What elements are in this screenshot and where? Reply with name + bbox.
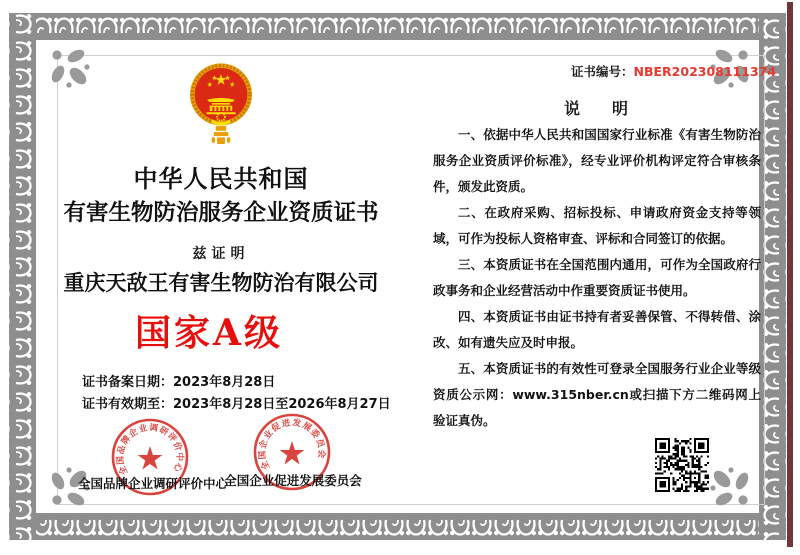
instruction-paragraph: 三、本资质证书在全国范围内通用，可作为全国政府行政事务和企业经营活动中作重要资质证书使用。: [433, 257, 761, 298]
seal-org-name: 全国企业促进发展委员会: [224, 473, 362, 488]
instruction-paragraph: 二、在政府采购、招标投标、申请政府资金支持等领域，可作为投标人资格审查、评标和合同签订的依据。: [433, 205, 761, 246]
instructions-heading: 说 明: [563, 99, 628, 118]
certificate-title: 有害生物防治服务企业资质证书: [63, 200, 379, 226]
validity-label: 证书有效期至：: [82, 397, 174, 412]
grade-level: 国家A级: [135, 312, 283, 354]
seal-arc-text: 全国企业促进发展委员会: [257, 418, 327, 472]
ornamental-border-top: [9, 13, 786, 40]
instruction-paragraph: 五、本资质证书的有效性可登录全国服务行业企业等级资质公示网：www.315nber.cn或扫描下方二维码网上验证真伪。: [433, 361, 761, 428]
filing-date-value: 2023年8月28日: [173, 375, 276, 390]
corner-flourish-icon: [706, 463, 752, 509]
instruction-paragraph: 一、依据中华人民共和国国家行业标准《有害生物防治服务企业资质评价标准》，经专业评价机构评定符合审核条件，颁发此资质。: [433, 127, 761, 194]
validity-value: 2023年8月28日至2026年8月27日: [173, 397, 391, 412]
instructions-body: [433, 122, 761, 434]
country-title: 中华人民共和国: [133, 165, 309, 193]
validity-row: [82, 393, 391, 412]
qr-code: [655, 438, 709, 492]
ornamental-border-bottom: [9, 513, 786, 540]
ornamental-border-left: [9, 13, 36, 540]
filing-date-row: [82, 371, 275, 390]
certificate-number-row: [571, 62, 776, 80]
certify-intro: 兹证明: [192, 246, 250, 262]
photo-edge-strip: [787, 2, 793, 547]
filing-date-label: 证书备案日期：: [82, 375, 174, 390]
china-national-emblem-icon: [188, 61, 254, 149]
corner-flourish-icon: [48, 46, 94, 92]
company-name: 重庆天敌王有害生物防治有限公司: [63, 271, 379, 295]
certificate-number-value: NBER202308111374: [633, 64, 777, 79]
seal-org-name: 全国品牌企业调研评价中心: [77, 476, 228, 491]
certificate-number-label: 证书编号：: [571, 64, 634, 79]
seal-arc-text: 全国品牌企业调研评价中心: [115, 423, 185, 477]
instruction-paragraph: 四、本资质证书由证书持有者妥善保管、不得转借、涂改、如有遗失应及时申报。: [433, 309, 761, 350]
